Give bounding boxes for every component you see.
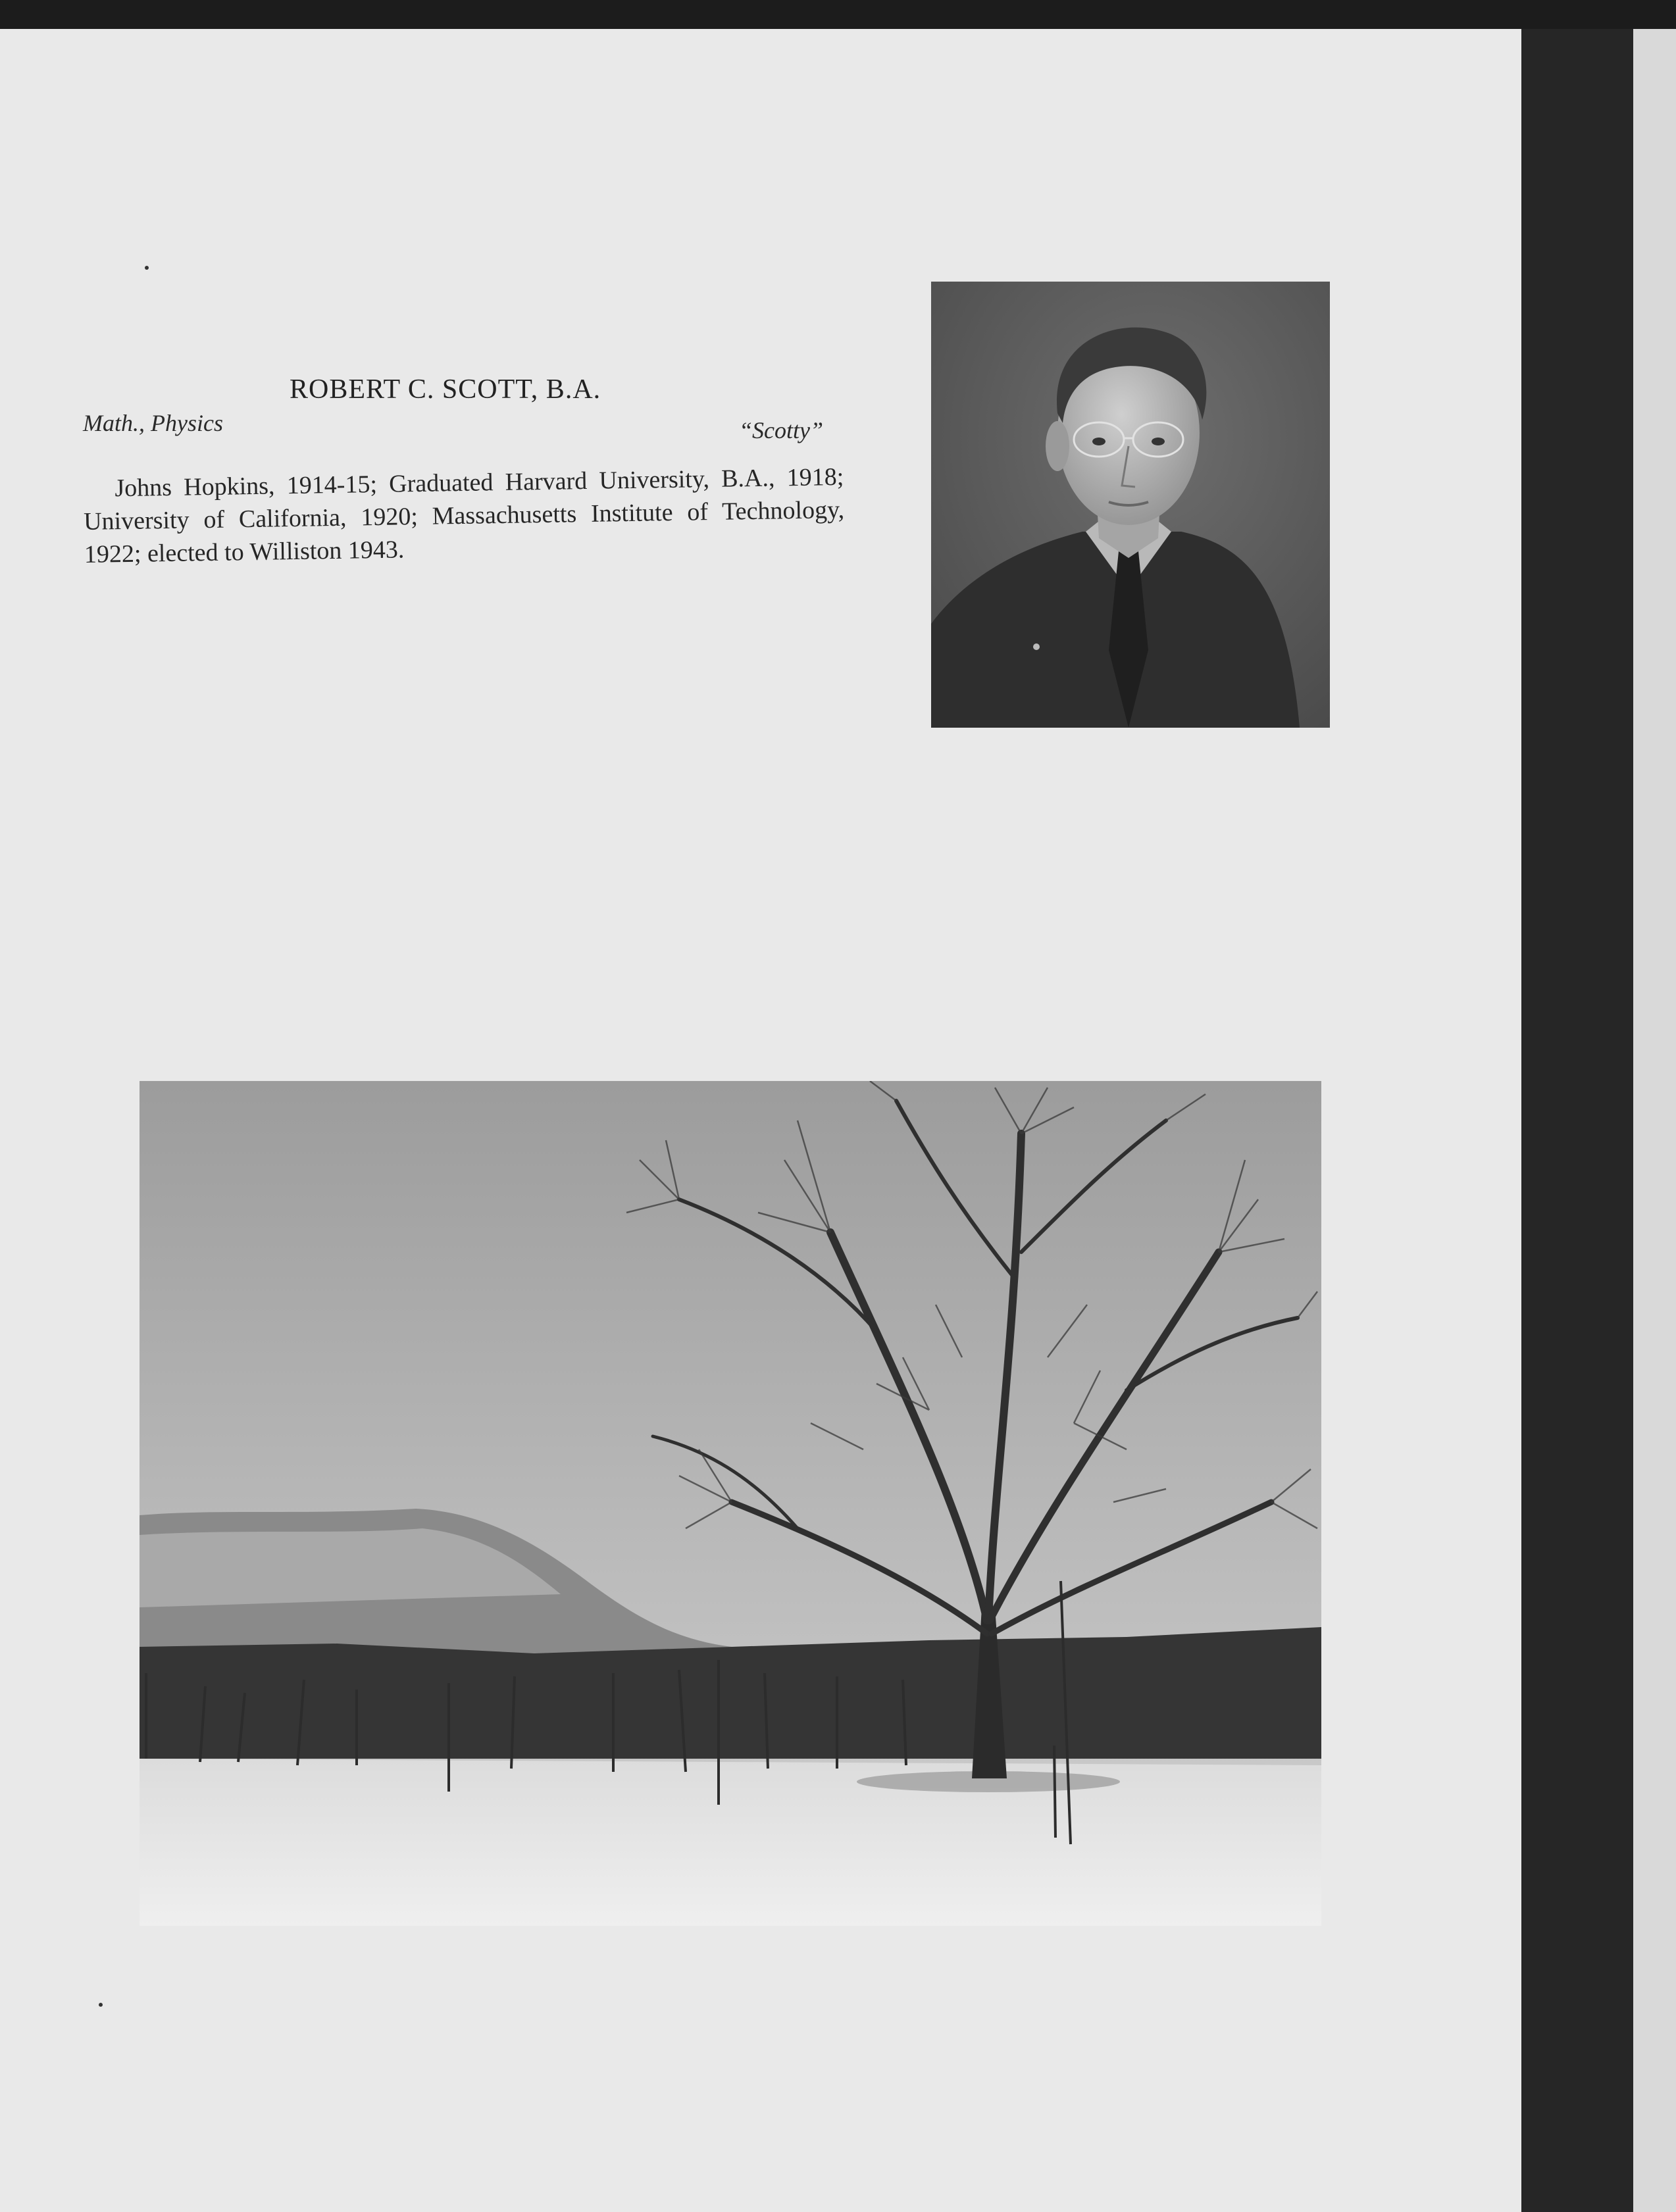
portrait-photo <box>931 282 1330 728</box>
binding-band <box>1521 29 1633 2212</box>
dust-speck <box>145 266 149 270</box>
faculty-bio: Johns Hopkins, 1914-15; Graduated Harvard University, B.A., 1918; University of California, 1920; Massachusetts Institute of Technology, 1922; elected to Williston 1943. <box>83 463 845 568</box>
faculty-nickname: “Scotty” <box>739 417 824 443</box>
dust-speck <box>99 2003 103 2007</box>
faculty-subjects: Math., Physics <box>83 410 223 436</box>
page-edge <box>1633 29 1676 2212</box>
winter-landscape-photo <box>140 1081 1321 1926</box>
faculty-name: ROBERT C. SCOTT, B.A. <box>290 374 601 405</box>
